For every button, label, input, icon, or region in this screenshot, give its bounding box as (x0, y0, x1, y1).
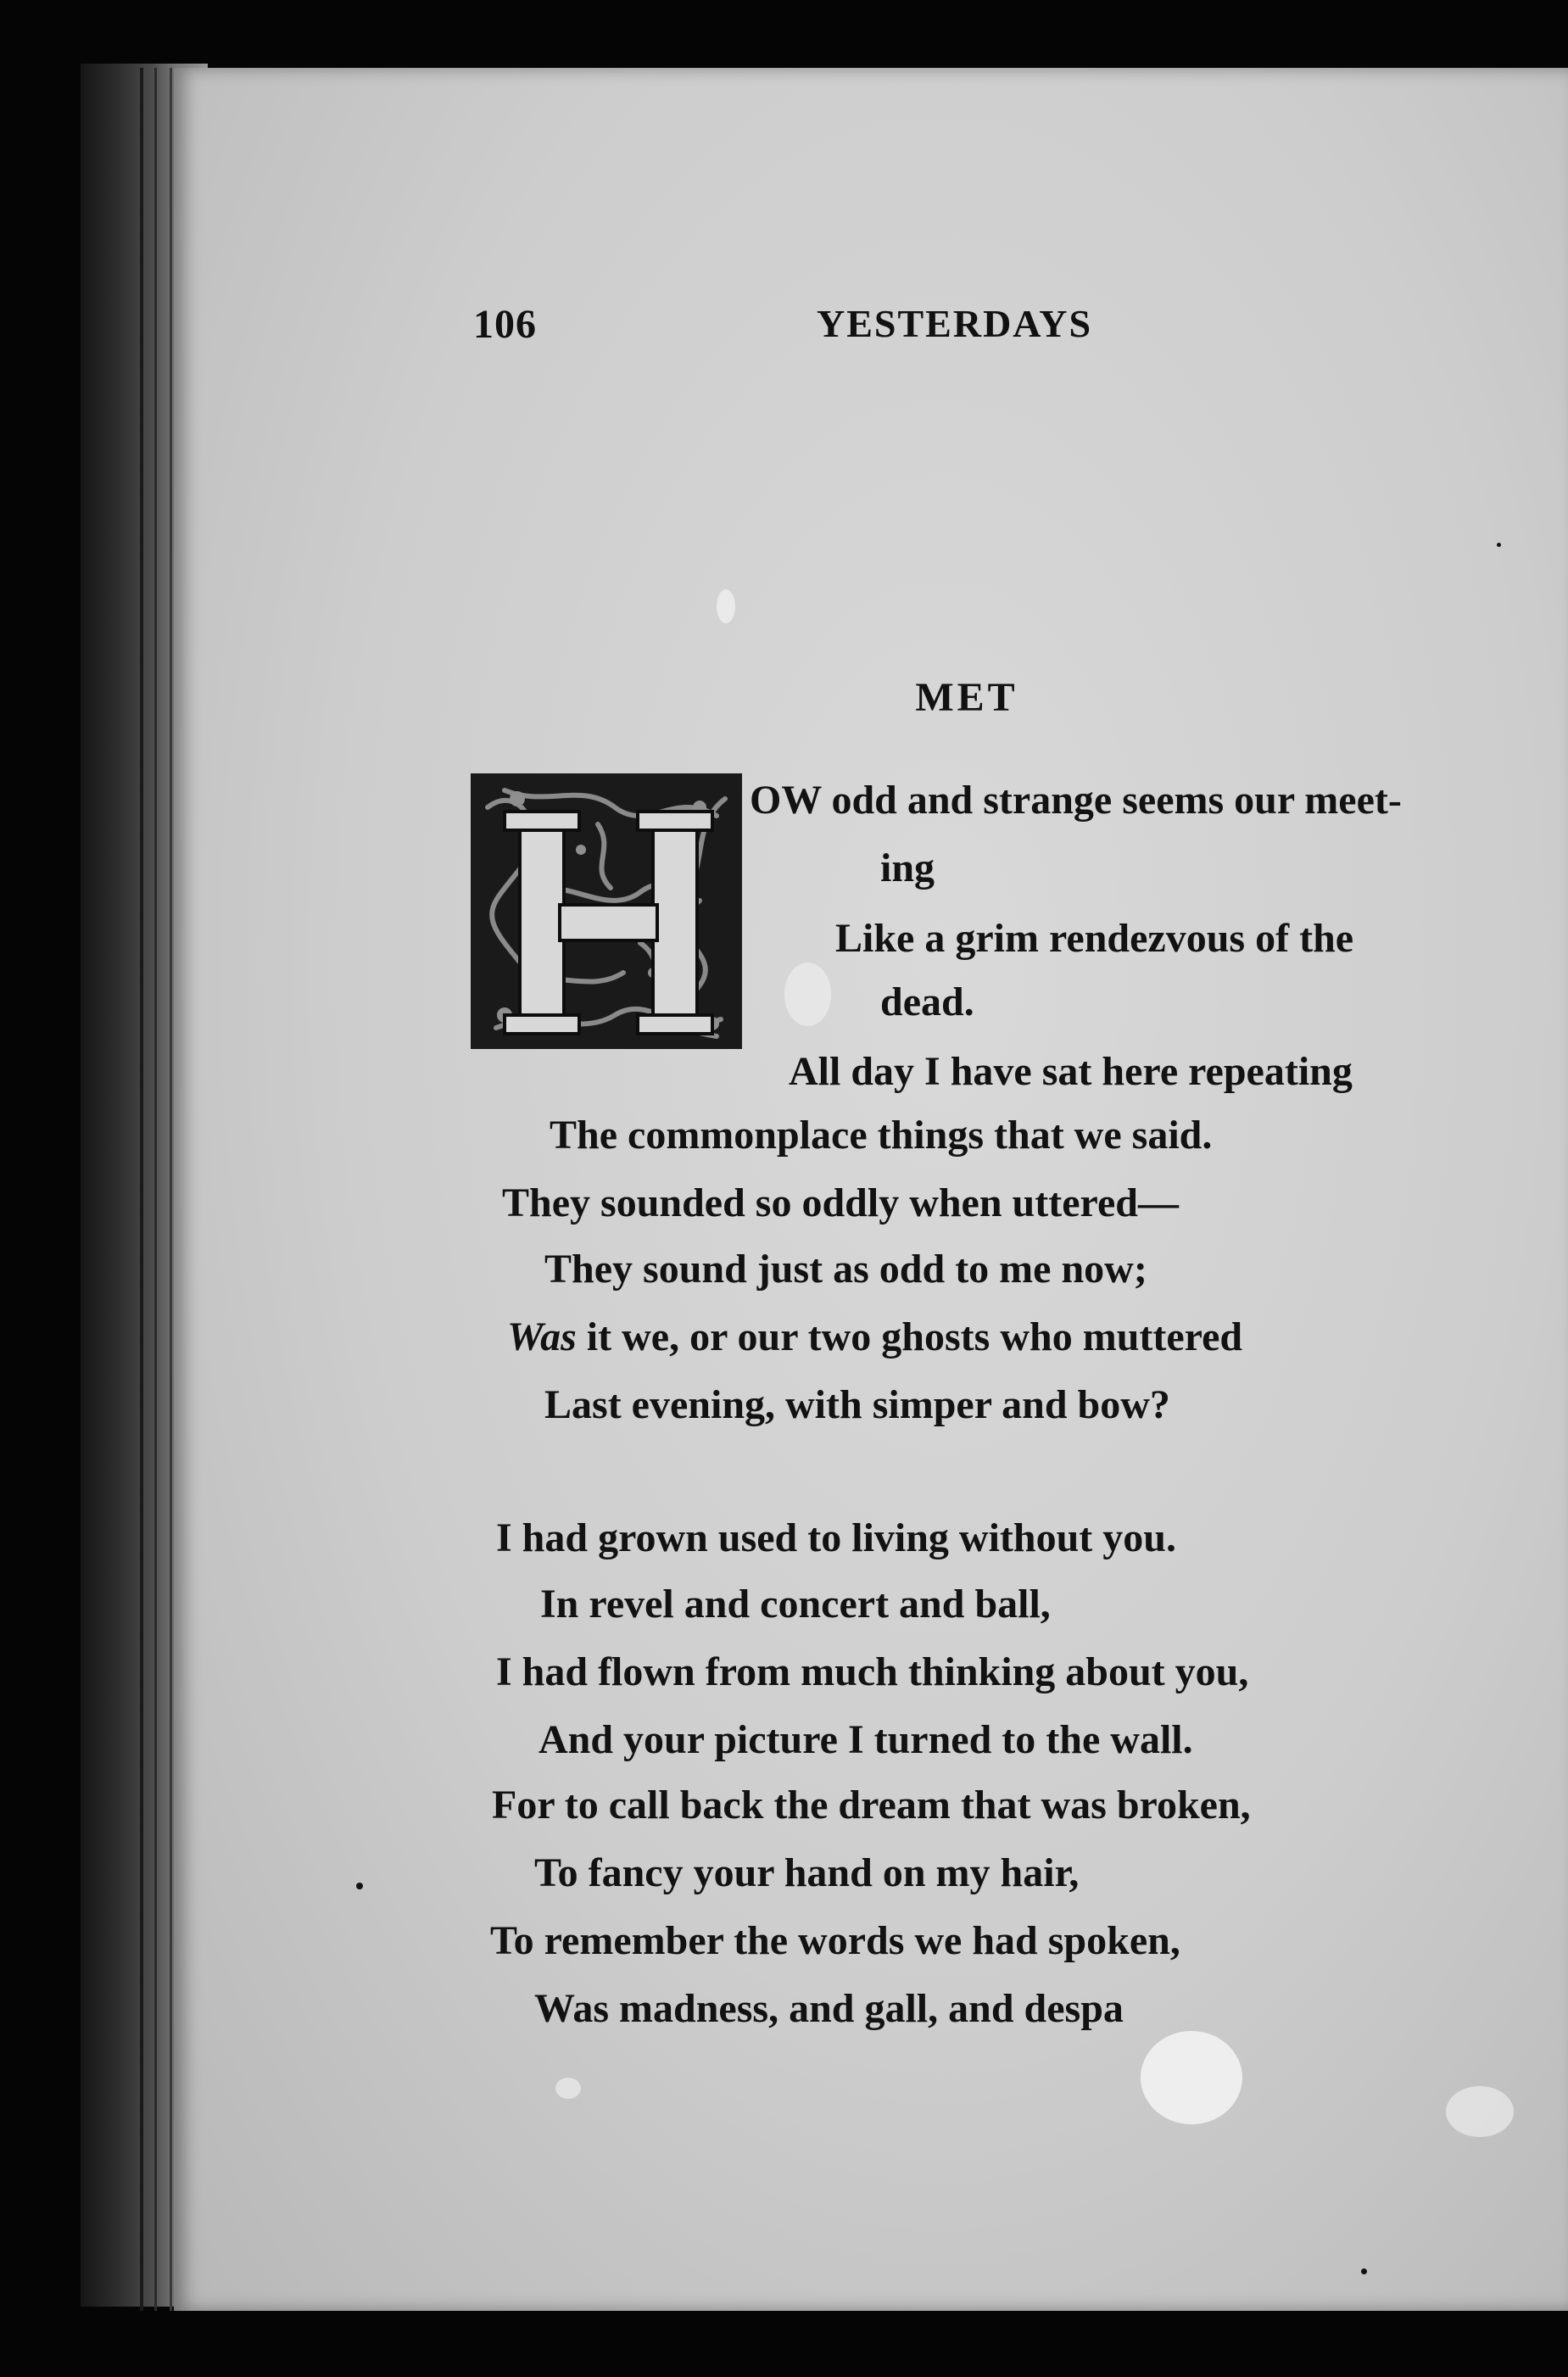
ornamental-initial-H-icon (471, 773, 742, 1049)
scan-artifact (1446, 2086, 1514, 2137)
poem-line: Like a grim rendezvous of the (835, 916, 1354, 961)
page-edge-line (154, 68, 157, 2311)
poem-line-rest: it we, or our two ghosts who muttered (576, 1314, 1243, 1359)
poem-line: To remember the words we had spoken, (490, 1918, 1180, 1963)
poem-line: OW odd and strange seems our meet- (750, 778, 1402, 823)
poem-line-italic-word: Was (507, 1314, 577, 1359)
poem-line: For to call back the dream that was broken, (492, 1783, 1251, 1827)
scan-artifact (717, 589, 735, 623)
poem-line: To fancy your hand on my hair, (534, 1850, 1080, 1895)
poem-line: They sound just as odd to me now; (544, 1247, 1147, 1292)
poem-line: I had grown used to living without you. (496, 1515, 1176, 1560)
poem-line: The commonplace things that we said. (550, 1113, 1213, 1158)
scan-artifact (555, 2078, 581, 2099)
poem-line (507, 1314, 1243, 1359)
poem-line: Last evening, with simper and bow? (544, 1382, 1170, 1427)
poem-line: dead. (880, 979, 974, 1024)
poem-line: ing (880, 845, 935, 890)
poem-line: And your picture I turned to the wall. (538, 1717, 1193, 1762)
running-title: YESTERDAYS (817, 302, 1093, 345)
poem-line: They sounded so oddly when uttered— (502, 1180, 1179, 1225)
poem-line: I had flown from much thinking about you, (496, 1649, 1249, 1694)
ink-speck (1361, 2268, 1367, 2274)
ink-speck (356, 1883, 363, 1889)
poem-line: All day I have sat here repeating (789, 1049, 1353, 1094)
scan-artifact (784, 963, 831, 1026)
poem-line: Was madness, and gall, and despa (534, 1986, 1124, 2031)
ink-speck (1497, 543, 1501, 547)
page-edge-line (170, 68, 172, 2311)
page-number: 106 (473, 302, 537, 347)
page-edge-line (140, 68, 143, 2311)
poem-line: In revel and concert and ball, (540, 1582, 1051, 1627)
scan-artifact (1141, 2031, 1242, 2124)
running-head (458, 293, 1391, 360)
poem-title: MET (915, 675, 1018, 720)
